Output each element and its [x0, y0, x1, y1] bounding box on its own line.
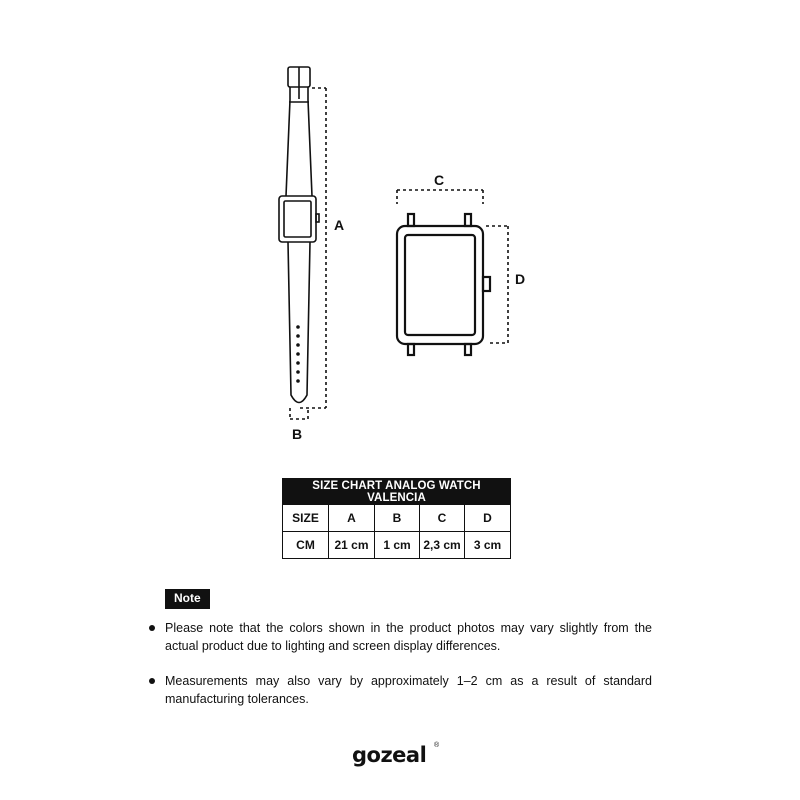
- header-cell-b: B: [375, 505, 420, 532]
- size-chart-title-row: [283, 479, 511, 505]
- watch-case-illustration: [397, 214, 490, 355]
- note-badge: Note: [165, 589, 210, 609]
- bullet-icon: [149, 625, 155, 631]
- dimension-a-label: A: [334, 217, 345, 233]
- size-chart-value-row: [283, 532, 511, 559]
- value-cell-b: 1 cm: [375, 532, 420, 559]
- dimension-b-line: [290, 408, 308, 419]
- note-text-measurements: Measurements may also vary by approximately 1–2 cm as a result of standard manufacturing tolerances.: [165, 674, 652, 706]
- strap-holes: [296, 325, 300, 383]
- dimension-d-label: D: [515, 271, 526, 287]
- watch-full-illustration: [279, 67, 319, 403]
- note-item-colors: [147, 620, 652, 655]
- note-item-measurements: [147, 673, 652, 708]
- brand-logo: gozeal: [352, 743, 427, 767]
- note-list: [147, 620, 652, 726]
- value-cell-unit: CM: [283, 532, 329, 559]
- size-chart-title: SIZE CHART ANALOG WATCH VALENCIA: [283, 479, 511, 505]
- dimension-a-line: [300, 88, 326, 408]
- dimension-b-label: B: [292, 426, 303, 442]
- note-text-colors: Please note that the colors shown in the product photos may vary slightly from the actual product due to lighting and screen display differences.: [165, 621, 652, 653]
- value-cell-c: 2,3 cm: [420, 532, 465, 559]
- header-cell-c: C: [420, 505, 465, 532]
- value-cell-d: 3 cm: [465, 532, 511, 559]
- header-cell-a: A: [329, 505, 375, 532]
- dimension-c-label: C: [434, 172, 445, 188]
- header-cell-d: D: [465, 505, 511, 532]
- value-cell-a: 21 cm: [329, 532, 375, 559]
- bullet-icon: [149, 678, 155, 684]
- size-chart-table: [282, 478, 511, 559]
- dimension-c-line: [397, 190, 483, 204]
- header-cell-size: SIZE: [283, 505, 329, 532]
- registered-mark: ®: [434, 742, 440, 749]
- size-chart-header-row: [283, 505, 511, 532]
